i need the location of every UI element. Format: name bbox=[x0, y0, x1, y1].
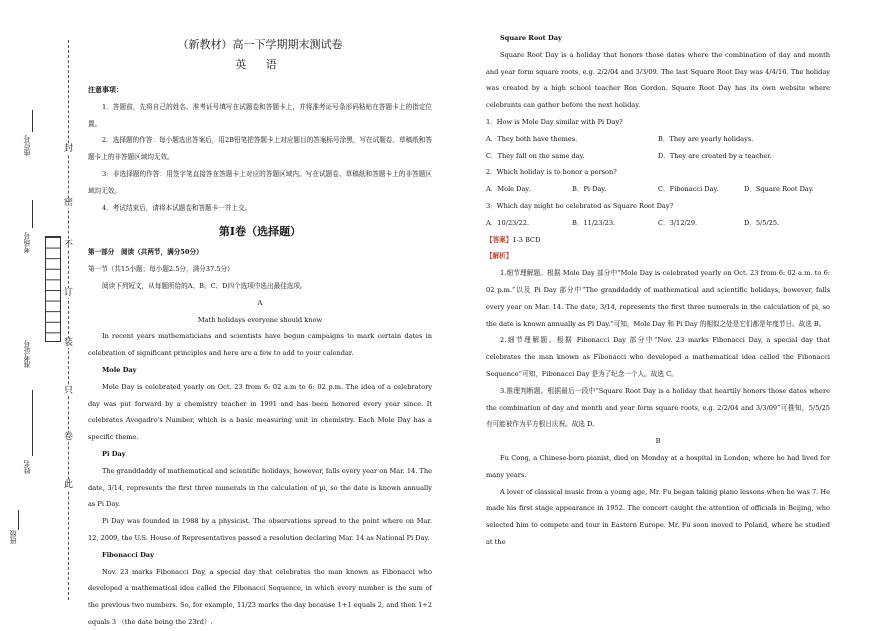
explanation-item: 3.推理判断题。根据最后一段中“Square Root Day is a holiday that heartily honors those dates where the combination of day and month and year form square roots, e.g. 2/2/04 and 3/3/09”可推知，5/5/25 有可能被作为平方根日庆祝。故选 D。 bbox=[486, 386, 830, 429]
option-row bbox=[486, 148, 830, 165]
exam-title: （新教材）高一下学期期末测试卷 bbox=[177, 38, 343, 51]
notice-item: 1．答题前，先将自己的姓名、准考证号填写在试题卷和答题卡上，并将准考证号条形码粘贴在答题卡上的指定位置。 bbox=[88, 102, 432, 128]
answer-value: 1-3 BCD bbox=[512, 235, 541, 244]
notice-heading: 注意事项： bbox=[88, 85, 123, 94]
explanation-item: 2.细节理解题。根据 Fibonacci Day 部分中“Nov. 23 marks Fibonacci Day, a special day that celebrates the man known as Fibonacci who developed a mathematical idea called the Fibonacci Sequence”可知，Fibonacci Day 是为了纪念一个人。故选 C。 bbox=[486, 336, 830, 378]
passage-letter: B bbox=[655, 437, 661, 446]
option: D．They are created by a teacher. bbox=[658, 151, 772, 160]
explanation-label: 【解析】 bbox=[486, 252, 513, 261]
seal-char: 密 bbox=[64, 198, 74, 208]
seal-char: 不 bbox=[64, 240, 74, 250]
exam-subject: 英 语 bbox=[235, 58, 285, 71]
option: A．10/23/22. bbox=[486, 218, 530, 227]
option: B．11/23/23. bbox=[572, 218, 616, 227]
class-label: 班级 bbox=[9, 530, 17, 544]
exam-room-label: 考场号 bbox=[23, 232, 31, 253]
option-row bbox=[486, 215, 830, 232]
exam-room-line bbox=[32, 200, 33, 228]
passage-paragraph: Nov. 23 marks Fibonacci Day, a special day that celebrates the man known as Fibonacci who developed a mathematical idea called the Fibonacci Sequence, in which every number is the sum of the previous two numbers. So, for example, 11/23 marks the day because 1+1 equals 2, and then 1+2 equals 3 （the date being the 23rd）. bbox=[88, 567, 432, 626]
option: A．Mole Day. bbox=[486, 185, 531, 194]
ticket-number-label: 准考证号 bbox=[23, 340, 31, 368]
cut-line bbox=[68, 40, 69, 600]
question-stem: 3．Which day might be celebrated as Square Root Day? bbox=[486, 201, 674, 210]
passage-paragraph: Pi Day was founded in 1988 by a physicist. The observations spread to the point where on Mar. 12, 2009, the U.S. House of Representatives passed a resolution declaring Mar. 14 as National Pi Day. bbox=[88, 517, 432, 542]
class-line bbox=[18, 510, 19, 530]
subsection-heading: 第一节（共15小题；每小题2.5分，满分37.5分） bbox=[88, 265, 234, 274]
explanation-item: 1.细节理解题。根据 Mole Day 部分中“Mole Day is celebrated yearly on Oct. 23 from 6: 02 a.m. to 6: 02 p.m.”以及 Pi Day 部分中“The granddaddy of mathematical and scientific holidays, however, falls every year on Mar. 14. The date, 3/14, represents the first three numerals in the calculation of pi, so the date is known annually as Pi Day.”可知，Mole Day 和 Pi Day 的相似之处是它们都是年度节日。故选 B。 bbox=[486, 269, 830, 328]
passage-paragraph: Mole Day is celebrated yearly on Oct. 23 from 6: 02 a.m to 6: 02 p.m. The idea of a celebratory day was put forward by a chemistry teacher in 1991 and has been honored every year since. It celebrates Avogadro's Number, which is a basic measuring unit in chemistry. Each Mole Day has a specific theme. bbox=[88, 382, 432, 442]
option: C．They fall on the same day. bbox=[486, 151, 585, 160]
seal-char: 封 bbox=[64, 144, 74, 154]
seal-char: 订 bbox=[64, 288, 74, 298]
binding-margin bbox=[0, 40, 80, 615]
left-column bbox=[88, 0, 432, 626]
passage-subheading: Pi Day bbox=[102, 449, 126, 458]
passage-subheading: Fibonacci Day bbox=[102, 550, 154, 559]
option: A．They both have themes. bbox=[486, 134, 578, 143]
option: B．They are yearly holidays. bbox=[658, 134, 754, 143]
notice-item: 4．考试结束后，请将本试题卷和答题卡一并上交。 bbox=[102, 203, 252, 212]
seal-char: 只 bbox=[64, 386, 74, 396]
passage-paragraph: The granddaddy of mathematical and scientific holidays, however, falls every year on Mar. 14. The date, 3/14, represents the first three numerals in the calculation of pi, so the date is known annually as Pi Day. bbox=[88, 466, 432, 509]
question-stem: 1．How is Mole Day similar with Pi Day? bbox=[486, 117, 623, 126]
passage-paragraph: Square Root Day is a holiday that honors those dates where the combination of day and month and year form square roots, e.g. 2/2/04 and 3/3/09. The last Square Root Day was 4/4/16. The holiday was created by a high school teacher Ron Gordon. Square Root Day has its own website where celebrants can gather before the next holiday. bbox=[486, 50, 830, 110]
question-stem: 2．Which holiday is to honor a person? bbox=[486, 168, 617, 177]
option: B．Pi Day. bbox=[572, 185, 607, 194]
section-title: 第Ⅰ卷（选择题） bbox=[218, 225, 302, 239]
passage-title: Math holidays everyone should know bbox=[197, 315, 323, 324]
answer-line bbox=[486, 232, 830, 249]
option-row bbox=[486, 131, 830, 148]
passage-letter: A bbox=[257, 298, 263, 307]
seat-number-line bbox=[32, 110, 33, 132]
name-label: 姓名 bbox=[23, 460, 31, 474]
answer-label: 【答案】 bbox=[486, 235, 513, 244]
right-column bbox=[486, 30, 830, 546]
option-row bbox=[486, 181, 830, 198]
part-heading: 第一部分 阅读（共两节，满分50分） bbox=[88, 248, 203, 257]
seat-number-label: 座位号 bbox=[23, 135, 31, 156]
option: C．Fibonacci Day. bbox=[658, 185, 719, 194]
ticket-number-grid bbox=[45, 236, 61, 342]
passage-subheading: Mole Day bbox=[102, 365, 137, 374]
seal-char: 卷 bbox=[64, 432, 74, 442]
seal-char: 装 bbox=[64, 338, 74, 348]
option: D．5/5/25. bbox=[744, 218, 780, 227]
seal-char: 此 bbox=[64, 480, 74, 490]
option: C．3/12/29. bbox=[658, 218, 698, 227]
passage-paragraph: A lover of classical music from a young age, Mr. Fu began taking piano lessons when he was 7. He made his first stage appearance in 1952. The concert caught the attention of officials in Beijing, who selected him to compete and tour in Eastern Europe. Mr. Fu soon moved to Poland, where he studied at the bbox=[486, 487, 830, 546]
name-line bbox=[32, 390, 33, 456]
notice-item: 3．非选择题的作答：用签字笔直接答在答题卡上对应的答题区域内。写在试题卷、草稿纸和答题卡上的非答题区域均无效。 bbox=[88, 169, 432, 195]
option: D．Square Root Day. bbox=[744, 185, 814, 194]
passage-paragraph: Fu Cong, a Chinese-born pianist, died on Monday at a hospital in London, where he had lived for many years. bbox=[486, 453, 830, 479]
passage-paragraph: In recent years mathematicians and scientists have begun campaigns to mark certain dates in celebration of significant principles and here are a few to add to your calendar. bbox=[88, 332, 432, 358]
instruction: 阅读下列短文，从每题所给的A、B、C、D四个选项中选出最佳选项。 bbox=[102, 281, 307, 290]
notice-item: 2．选择题的作答：每小题选出答案后，用2B铅笔把答题卡上对应题目的答案标号涂黑，写在试题卷、草稿纸和答题卡上的非答题区域均无效。 bbox=[88, 136, 432, 162]
passage-subheading: Square Root Day bbox=[500, 34, 562, 42]
